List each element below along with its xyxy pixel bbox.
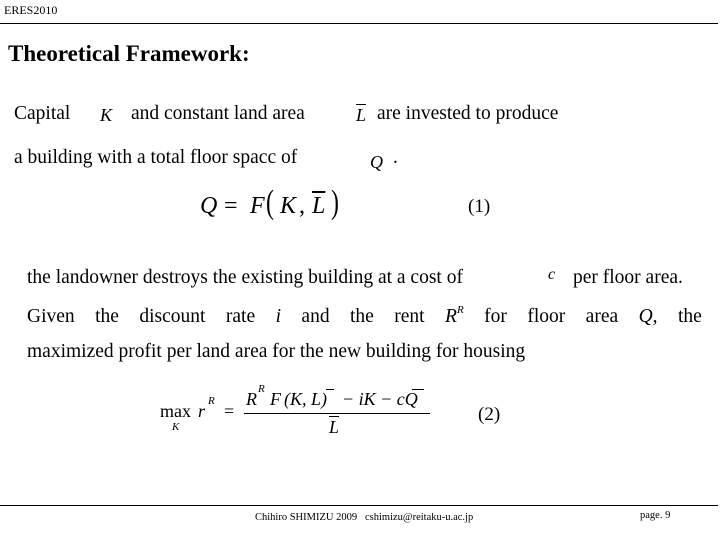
eq2-num-rest: − iK − cQ (342, 389, 418, 409)
eq2-num-Q-overbar (412, 389, 424, 390)
var-R-base: R (445, 306, 457, 327)
eq2-num-args-text: (K, L) (284, 389, 328, 409)
bottom-divider (0, 505, 718, 506)
eq2-r: r (198, 401, 206, 421)
eq1-number: (1) (468, 196, 491, 217)
footer-email: cshimizu@reitaku-u.ac.jp (365, 512, 474, 523)
var-K: K (100, 105, 113, 125)
eq1-paren-close: ) (331, 184, 339, 221)
eq2-num-R-sup: R (258, 383, 265, 395)
eq1-comma: , (299, 193, 305, 219)
eq1-equals: = (224, 193, 238, 219)
var-R-rent (445, 304, 464, 327)
eq2-fraction-bar (244, 413, 430, 414)
eq2-den (329, 418, 339, 436)
slide-title: Theoretical Framework: (8, 41, 250, 66)
footer-author: Chihiro SHIMIZU 2009 (255, 512, 358, 523)
top-divider (0, 23, 718, 24)
para-line2 (27, 304, 702, 327)
intro-line1-part1: Capital (14, 103, 71, 124)
var-c: c (548, 266, 556, 283)
para-line2-word-rent: rent (394, 306, 425, 327)
para-line2-word-given: Given (27, 306, 75, 327)
var-Q2: Q (638, 306, 653, 327)
para-line2-word-the3: the (677, 306, 702, 327)
footer-page-number: 9 (665, 510, 671, 521)
para-line2-word-discount: discount (139, 306, 206, 327)
eq2-max-sub: K (172, 421, 180, 433)
eq1-lhs: Q (200, 193, 218, 219)
var-R-superscript: R (456, 304, 464, 316)
eq2-r-sup: R (208, 395, 215, 407)
para-line2-word-the: the (95, 306, 119, 327)
eq1-arg-L-text: $\overline{L}$ (312, 193, 326, 219)
footer-page (640, 510, 670, 521)
para-line1-part1: the landowner destroys the existing building at a cost of (27, 267, 463, 288)
var-i: i (275, 306, 281, 327)
para-line2-word-floor: floor (527, 306, 566, 327)
eq2-num-args (284, 390, 327, 408)
para-line3: maximized profit per land area for the new building for housing (27, 341, 526, 362)
para-line2-word-area: area (585, 306, 619, 327)
intro-line2-part1: a building with a total floor spacc of (14, 147, 298, 168)
intro-line1-part2: and constant land area (131, 103, 305, 124)
eq2-max: max (160, 401, 191, 421)
header-label: ERES2010 (4, 3, 58, 17)
eq2-equals: = (224, 401, 235, 421)
eq2-den-text: $\overline{L}$ (329, 417, 340, 437)
footer-page-label: page. (640, 510, 663, 521)
eq1-arg-L (312, 194, 325, 218)
para-line1-part2: per floor area. (573, 267, 683, 288)
para-line2-word-rate: rate (225, 306, 256, 327)
eq1-paren-open: ( (266, 184, 274, 221)
var-L-bar-text: $\overline{L}$ (356, 105, 367, 125)
eq1-function: F (250, 193, 265, 219)
var-L-bar (356, 106, 366, 124)
eq1-arg-K: K (280, 193, 297, 219)
intro-line2-part2: . (393, 147, 398, 168)
eq2-number: (2) (478, 404, 501, 425)
var-Q: Q (370, 152, 383, 172)
eq2-num-R: R (246, 389, 257, 409)
para-line2-comma: , (652, 306, 658, 327)
eq2-num-F: F (270, 389, 281, 409)
eq2-num-L-overbar (326, 389, 334, 390)
para-line2-word-the2: the (350, 306, 374, 327)
para-line2-word-and: and (301, 306, 330, 327)
var-Q2-group (639, 307, 658, 327)
intro-line1-part3: are invested to produce (377, 103, 559, 124)
para-line2-word-for: for (484, 306, 507, 327)
